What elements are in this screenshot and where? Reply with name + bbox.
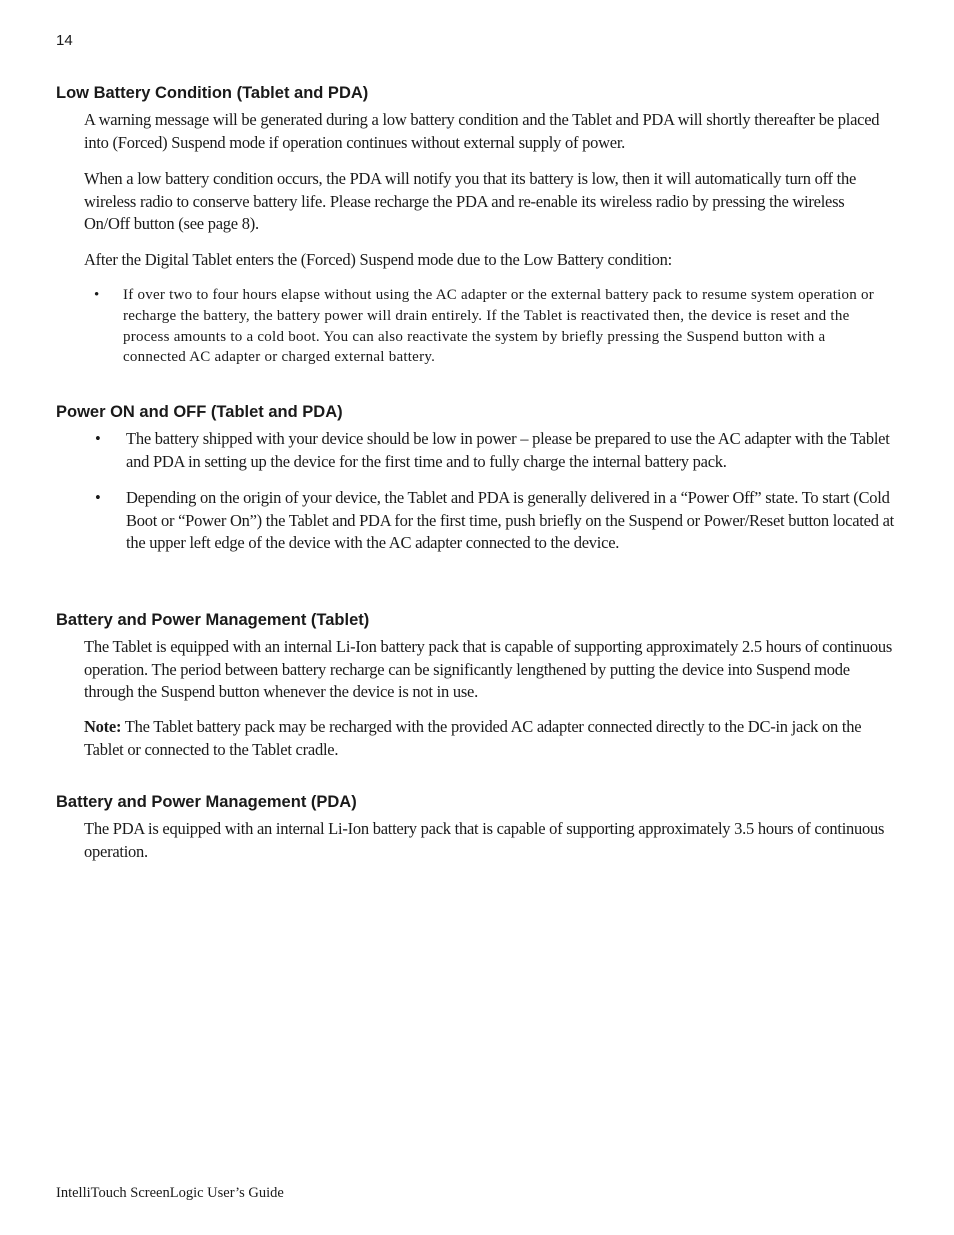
note-label: Note: bbox=[84, 717, 122, 736]
paragraph-pda-battery: The PDA is equipped with an internal Li-Ion battery pack that is capable of supporting approximately 3.5 hours of continuous operation. bbox=[84, 819, 885, 861]
section-heading-tablet-power: Battery and Power Management (Tablet) bbox=[56, 611, 370, 629]
bullet-marker: • bbox=[95, 429, 101, 448]
paragraph-tablet-battery: The Tablet is equipped with an internal Li-Ion battery pack that is capable of supporting approximately 2.5 hours of continuous operation. The period between battery recharge can be significantly lengthened by putting the device into Suspend mode through the Suspend button whenever the device is not in use. bbox=[84, 637, 893, 701]
bullet-item-drain-entirely: If over two to four hours elapse without using the AC adapter or the external battery pack to resume system operation or recharge the battery, the battery power will drain entirely. If the Tablet is reactivated then, the device is reset and the process amounts to a cold boot. You can also reactivate the system by briefly pressing the Suspend button with a connected AC adapter or charged external battery. bbox=[123, 287, 875, 366]
paragraph-pda-low-battery: When a low battery condition occurs, the PDA will notify you that its battery is low, then it will automatically turn off the wireless radio to conserve battery life. Please recharge the PDA and re-enable its wireless radio by pressing the wireless On/Off button (see page 8). bbox=[84, 169, 857, 233]
note-text: The Tablet battery pack may be recharged with the provided AC adapter connected directly to the DC-in jack on the Tablet or connected to the Tablet cradle. bbox=[84, 717, 862, 759]
bullet-item-power-off-state: Depending on the origin of your device, the Tablet and PDA is generally delivered in a “Power Off” state. To start (Cold Boot or “Power On”) the Tablet and PDA for the first time, push briefly on the Suspend or Power/Reset button located at the upper left edge of the device with the AC adapter connected to the device. bbox=[126, 488, 894, 552]
paragraph-warning-message: A warning message will be generated during a low battery condition and the Tablet and PDA will shortly thereafter be placed into (Forced) Suspend mode if operation continues without external supply of power. bbox=[84, 110, 880, 152]
section-heading-power-on-off: Power ON and OFF (Tablet and PDA) bbox=[56, 403, 343, 421]
section-heading-low-battery: Low Battery Condition (Tablet and PDA) bbox=[56, 84, 369, 102]
page-number: 14 bbox=[56, 32, 73, 49]
bullet-marker: • bbox=[94, 287, 100, 303]
bullet-marker: • bbox=[95, 488, 101, 507]
paragraph-after-suspend: After the Digital Tablet enters the (Forced) Suspend mode due to the Low Battery condition: bbox=[84, 250, 672, 269]
section-heading-pda-power: Battery and Power Management (PDA) bbox=[56, 793, 357, 811]
bullet-item-battery-shipped: The battery shipped with your device should be low in power – please be prepared to use the AC adapter with the Tablet and PDA in setting up the device for the first time and to fully charge the internal battery pack. bbox=[126, 429, 890, 471]
note-tablet-recharge bbox=[84, 716, 894, 761]
page-footer: IntelliTouch ScreenLogic User’s Guide bbox=[56, 1185, 284, 1201]
